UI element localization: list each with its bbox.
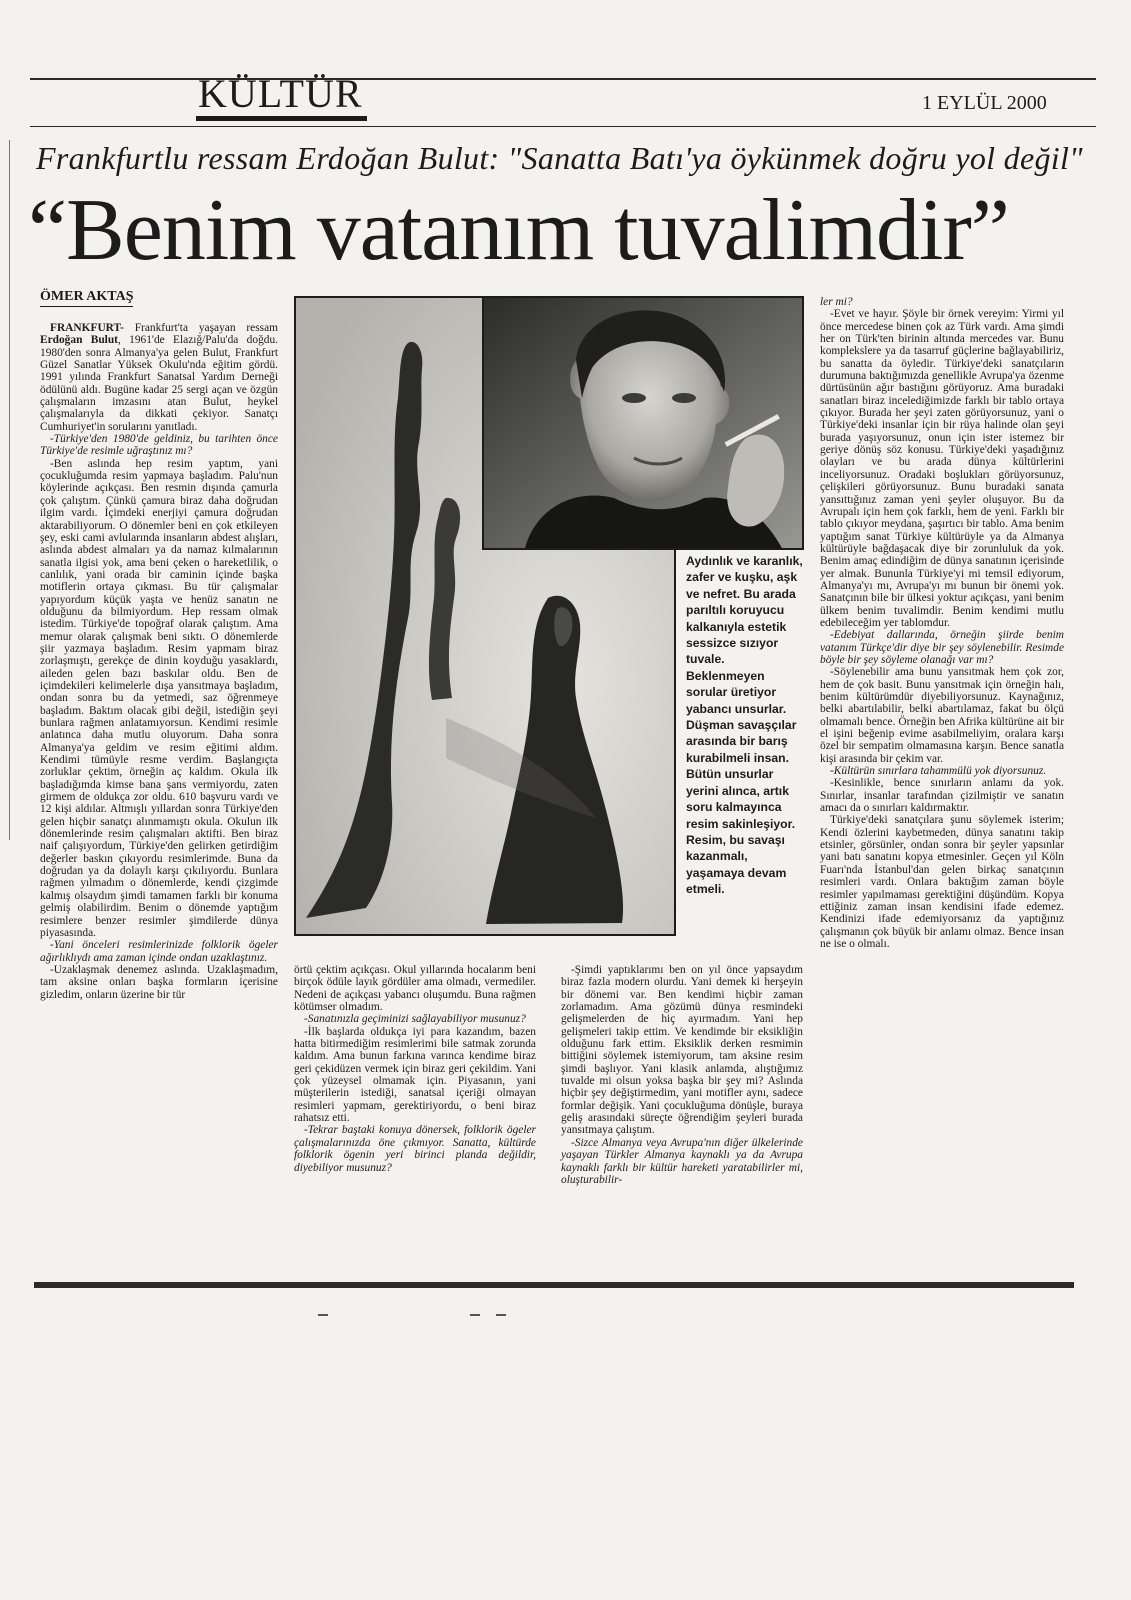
portrait-illustration [484,298,804,550]
question-6: -Edebiyat dallarında, örneğin şiirde benim vatanım Türkçe'dir diye bir şey söylenebilir. Resimde böyle bir şey söyleme olanağı var mı? [820,629,1064,666]
answer-4: -Şimdi yaptıklarımı ben on yıl önce yapsaydım biraz fazla modern olurdu. Yani demek ki herşeyin bir dönemi var. Ben kendimi hiçbir zaman zorlamadım. Ama gözümü dünya resmindeki gelişmelerden de hiç ayırmadım. Yani hep gelişmeleri takip ettim. Ve kendimde bir eksikliğin olduğunu fark ettim. Eksiklik derken resmimin bittiğini söylemek istemiyorum, tam aksine resim şimdi başlıyor. Yani klasik anlamda, alıştığımız tuvalde mi olsun yoksa başka bir şey mi? Aslında hiçbir şey değiştirmedim, yani motifler aynı, sadece formlar değişik. Yani çocukluğuma dönüşle, buraya geliş arasındaki süreçte öğrendiğim şeyleri burada yansıtmaya çalıştım. [561,964,803,1137]
article-column-4 [820,296,1064,950]
answer-6: -Söylenebilir ama bunu yansıtmak hem çok zor, hem de çok basit. Bunu yansıtmak için örneğin halı, benim kültürümdür diyebiliyorsunuz. Kaynağınız, belki abartılabilir, belki abartılamaz, fakat bu ölçü olmamalı bence. Örneğin ben Afrika kültürüne ait bir el işini beğenip evime asabilmeliyim, oralara karşı özel bir sempatim olmamasına karşın. Bence sanatla kişi arasında bir çekim var. [820,666,1064,765]
artist-name: Erdoğan Bulut [40,334,118,347]
answer-2: -Uzaklaşmak denemez aslında. Uzaklaşmadım, tam aksine onları başka formların içerisine gizledim, onların üzerine bir tür [40,963,278,1001]
lead-paragraph: FRANKFURT- Frankfurt'ta yaşayan ressam Erdoğan Bulut, 1961'de Elazığ/Palu'da doğdu. 1980'den sonra Almanya'ya gelen Bulut, Frankfurt Güzel Sanatlar Yüksek Okulu'nda eğitim gördü. 1991 yılında Frankfurt Sanatsal Yardım Derneği ödülünü aldı. Bugüne kadar 25 sergi açan ve özgün çalışmaların imzasını atan Bulut, heykel çalışmalarıyla da dikkati çekiyor. Sanatçı Cumhuriyet'in sorularını yanıtladı. [40,322,278,433]
top-rule [30,78,1096,80]
question-5-continued: ler mi? [820,296,853,308]
left-margin-rule [9,140,10,840]
question-2: -Yani önceleri resimlerinizde folklorik ögeler ağırlıklıydı ama zaman içinde ondan uzaklaştınız. [40,939,278,964]
issue-date: 1 EYLÜL 2000 [922,92,1047,114]
question-1: -Türkiye'den 1980'de geldiniz, bu tarihten önce Türkiye'de resimle uğraştınız mı? [40,433,278,458]
scan-mark [318,1314,328,1316]
section-title: KÜLTÜR [196,74,367,121]
question-7: -Kültürün sınırlara tahammülü yok diyorsunuz. [830,765,1047,778]
question-3: -Sanatınızla geçiminizi sağlayabiliyor musunuz? [304,1013,526,1026]
question-4: -Tekrar baştaki konuya dönersek, folklorik ögeler çalışmalarınızda öne çıkmıyor. Sanatta, kültürde folklorik ögenin yeri birinci planda değildir, diyebiliyor musunuz? [294,1124,536,1174]
article-column-3 [561,964,803,1186]
article-column-2 [294,964,536,1174]
footer-rule [34,1282,1074,1288]
author-byline: ÖMER AKTAŞ [40,289,133,307]
article-headline: “Benim vatanım tuvalimdir” [28,182,1009,279]
photo-caption: Aydınlık ve karanlık, zafer ve kuşku, aşk ve nefret. Bu arada parıltılı koruyucu kalkanıyla estetik sessizce sızıyor tuvale. Beklenmeyen sorular üretiyor yabancı unsurlar. Düşman savaşçılar arasında bir barış kurabilmeli insan. Bütün unsurlar yerini alınca, artık soru kalmayınca resim sakinleşiyor. Resim, bu savaşı kazanmalı, yaşamaya devam etmeli. [686,554,803,897]
answer-3: -İlk başlarda oldukça iyi para kazandım, bazen hatta bitirmediğim resimlerimi bile satmak zorunda kaldım. Ama bunun farkına varınca kendime biraz geri çekidüzen vermek için biraz geri çekildim. Yani çok yüzeysel olmamak için. Piyasanın, yani müşterilerin istediği, sanatsal içeriği olmayan resimleri yapmam, gerektiriyordu, o beni biraz rahatsız etti. [294,1025,536,1125]
article-column-1 [40,322,278,1001]
answer-2-continued: örtü çektim açıkçası. Okul yıllarında hocalarım beni birçok ödüle layık gördüler ama olmadı, vermediler. Nedeni de açıkçası yabancı oluşumdu. Buna rağmen kötümser olmadım. [294,964,536,1014]
answer-5: -Evet ve hayır. Şöyle bir örnek vereyim: Yirmi yıl önce mercedese binen çok az Türk vardı. Ama şimdi her on Türk'ten birinin altında mercedes var. Bunu komplekslere ya da tasarruf güçlerine bağlayabiliriz, bu sanatta da öyledir. Türkiye'deki sanatçıların durumuna baktığımızda genellikle Avrupa'ya özenme dürtüsünün ağır bastığını görüyoruz. Ama buradaki sanatları biraz incelediğimizde farklı bir tablo ortaya çıkıyor. Burada her şeyi zaten görüyorsunuz, yani o Türkiye'deki insanlar için bir rüya halinde olan şeyi burada yaşıyorsunuz, onun için ister istemez bir geriye dönüş söz konusu. Türkiye'deki yaşadığınız olayları ve bu arada dünya kültürlerini inceliyorsunuz. Oradaki boşlukları görüyorsunuz, çelişkileri görüyorsunuz. Bunu buradaki sanata yansıttığınız zaman yeni şeyler oluşuyor. Bu da Avrupalı için hem çok farklı, hem de yeni. Farklı bir tablo çıkıyor meydana, şaşırtıcı bir tablo. Ama benim yaptığım sanat Türkiye kültürüyle ya da Almanya kültürüyle bağdaşacak diye bir zorunluluk da yok. Benim amaç edindiğim de dünya sanatının içerisinde yer almak. Bununla Türkiye'yi mi temsil ediyorum, Almanya'yı mı, Avrupa'yı mı bunun bir önemi yok. Sanatçının bile bir ülkesi yoktur açıkçası, yani benim ülkem benim tuvalimdir. Benim kendimi mutlu edebileceğim yer tablomdur. [820,308,1064,629]
answer-7: -Kesinlikle, bence sınırların anlamı da yok. Sınırlar, insanlar tarafından çizilmiştir ve sanatın amacı da o sınırları kaldırmaktır. [820,777,1064,815]
answer-8: Türkiye'deki sanatçılara şunu söylemek isterim; Kendi özlerini kaybetmeden, dünya sanatını takip etsinler, görsünler, ondan sonra bir şeyler yapsınlar yani batı sanatını kopya etmesinler. Geçen yıl Köln Fuarı'nda İstanbul'dan gelen birkaç sanatçının resimleri vardı. Onlara baktığım zaman böyle resimler yapılmaması gerektiğini düşündüm. Kopya ettiğiniz zaman insan kendisini ifade edemez. Kendinizi ifade edemiyorsanız da yaptığınız çalışmanın çok büyük bir anlamı olmaz. Bence insan ne ise o olmalı. [820,814,1064,950]
scan-mark [470,1314,480,1316]
answer-1: -Ben aslında hep resim yaptım, yani çocukluğumda resim yapmaya başladım. Palu'nun köylerinde açıkçası. Ben resmin dışında çamurla çok çalıştım. Çünkü çamura biraz daha doğrudan ilgim vardı. İçimdeki enerjiyi çamura doğrudan aktarabiliyorum. O dönemler beni en çok etkileyen şey, eski cami avlularında insanların abdest alışları, aslında abdest almaları ya da namaz kılmalarının sanatla ilgisi yok, ama beni çeken o hareketlilik, o canlılık, yani orada bir caminin içinde başka motiflerin ortaya çıkması. Bu tür çalışmalar yapıyordum küçük yaşta ve henüz sanatın ne olduğunu da bilmiyordum. Hep ressam olmak istedim. Türkiye'de topoğraf olarak çalıştım. Ama memur olarak çalışmak beni sıktı. O dönemlerde şiir yazmaya başladım. Resim yapmam biraz zorlaşmıştı, gerekçe de dinin koyduğu yasaklardı, aileden gelen bazı baskılar oldu. Ben de içimdekileri kelimelerle dışa yansıtmaya başladım, ondan sonra bu da yetmedi, saz öğrenmeye başladım. Baktım olacak gibi değil, istediğin şeyi bunlara rağmen anlatamıyorsun. Kendimi resimle anlatınca daha mutlu oluyorum. Daha sonra Almanya'ya geldim ve resim eğitimi aldım. Kendimi tümüyle resme verdim. Başlangıçta zorluklar çektim, örneğin aç kaldım. Okula ilk başladığımda kimse bana şans vermiyordu, zaten girmem de oldukça zor oldu. 610 başvuru vardı ve 12 kişi aldılar. Altmışlı yıllardan sonra Türkiye'den gelen hiçbir sanatçı alınmamıştı okula. Okulun ilk dönemlerinde resim çalışmaları aktifti. Ben biraz naif çalışıyordum, Türkiye'den gelirken getirdiğim değerler baskın çıkıyordu resimlerimde. Buna da doğrudan ya da dolaylı karşı çıkılıyordu. Bunlara rağmen yılmadım o dönemlerde, kendi çizgimde kalmış olsaydım şimdi tamamen farklı bir konuma gelmiş olabilirdim. Benim o dönemde yaptığım resimlere benzer resimler şimdilerde dünya piyasasında. [40,457,278,939]
scan-mark [496,1314,506,1316]
dateline: FRANKFURT- [50,322,124,334]
article-kicker: Frankfurtlu ressam Erdoğan Bulut: "Sanatta Batı'ya öykünmek doğru yol değil" [36,140,1083,176]
question-5: -Sizce Almanya veya Avrupa'nın diğer ülkelerinde yaşayan Türkler Almanya kaynaklı ya da Avrupa kaynaklı farklı bir kültür hareketi yaratabilirler mi, oluşturabilir- [561,1136,803,1186]
artist-portrait-photo [482,296,804,550]
header-bottom-rule [30,126,1096,127]
